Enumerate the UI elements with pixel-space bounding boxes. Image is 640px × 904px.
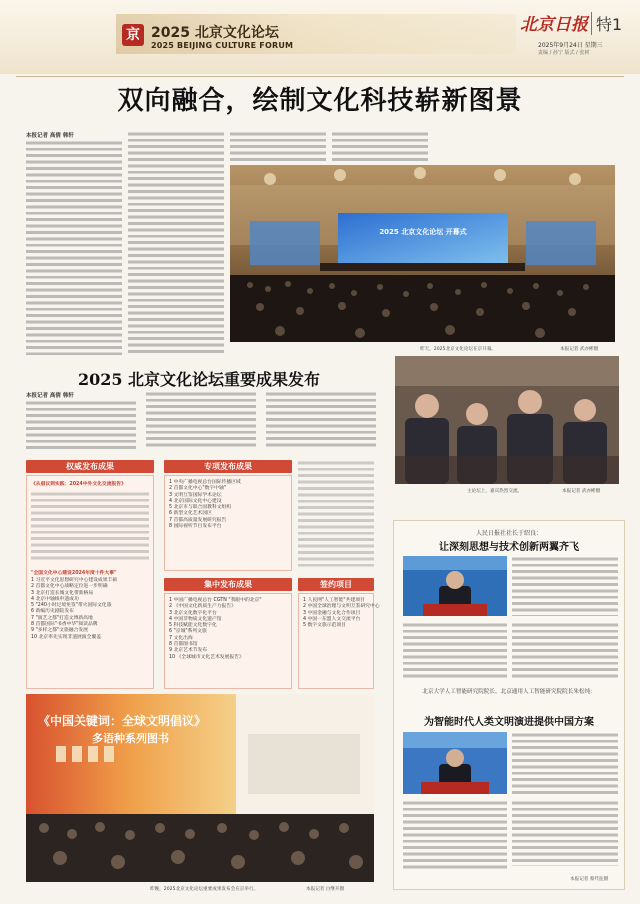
list-item: 8 国际视听节目发布平台	[169, 524, 222, 530]
list-item: 2 首都文化中心"数字中轴"	[169, 486, 226, 492]
list-item: 9 "多样之都"文旅融合发展	[31, 628, 88, 634]
masthead	[0, 0, 640, 74]
screen-banner-line1: 《中国关键词：全球文明倡议》	[38, 714, 207, 728]
lead-photo-credit: 本报记者 武亦彬摄	[560, 347, 599, 352]
authoritative-results-header: 权威发布成果	[26, 460, 154, 473]
bottom-photo-credit: 本报记者 白继开摄	[306, 887, 345, 892]
results-text-column-3	[266, 391, 376, 450]
list-item: 4 中国非物质文化遗产馆	[169, 616, 222, 622]
list-item: 10 北京率先实现非遗展演全覆盖	[31, 634, 101, 640]
newspaper-logo: 北京日报	[520, 15, 588, 35]
bottom-photo-caption: 昨晚，2025北京文化论坛重要成果发布会在京举行。	[150, 887, 259, 892]
list-item: 1 中国广播电视总台 CGTN "我眼中的北京"	[169, 598, 262, 603]
lead-photo-caption: 昨天，2025北京文化论坛在京开幕。	[420, 347, 497, 352]
editor-credits: 责编 / 孙宁 版式 / 张树	[538, 50, 590, 56]
sidebar-1-text-col-2	[512, 622, 618, 678]
cluster-results-header: 集中发布成果	[164, 578, 292, 591]
signing-projects-box	[298, 593, 380, 689]
lead-text-column-2	[128, 131, 224, 355]
list-item: 3 中国金融与文化合作项目	[303, 610, 361, 616]
list-item: 8 首都图书馆	[169, 642, 198, 648]
lead-screen-title: 2025 北京文化论坛 开幕式	[379, 228, 467, 236]
sidebar-headline-1: 让深刻思想与技术创新两翼齐飞	[439, 542, 579, 553]
list-item: 6 新型文化艺术园区	[169, 511, 212, 517]
speaker-photo-2	[403, 732, 507, 794]
results-release-photo	[26, 694, 374, 882]
list-item: 5 科技赋能文化数字化	[169, 623, 217, 629]
special-results-box	[164, 475, 292, 571]
sidebar-headline-2: 为智能时代人类文明演进提供中国方案	[424, 717, 594, 728]
list-item: 5 北京市与联合国教科文组织	[169, 505, 232, 511]
list-item: 7 "演艺之都"打造文博新高地	[31, 615, 93, 621]
list-item: 5 数字文旅示范项目	[303, 623, 346, 629]
sidebar-1-text-right	[512, 556, 618, 616]
list-item: 8 首都国际"书香中华"阅读品牌	[31, 622, 98, 628]
list-item: 6 "京城"系列文旅	[169, 629, 207, 635]
sidebar-1-text-col-1	[403, 622, 507, 678]
lead-byline: 本报记者 高倩 韩轩	[26, 133, 74, 139]
forum-logo-icon: 京	[122, 24, 144, 46]
list-item: 5 "240小时过境免签"带火国际文化旅	[31, 603, 112, 609]
section-tag: 特1	[591, 12, 622, 35]
sidebar-2-text-col-1	[403, 800, 507, 872]
report-title: 《从倡议到实践：2024中外文化交流报告》	[31, 482, 126, 487]
list-item: 2 中国全球治理与文明互鉴研究中心	[303, 604, 380, 610]
divider	[16, 76, 624, 77]
lead-text-column-1	[26, 140, 122, 355]
results-text-column-1	[26, 400, 136, 450]
signing-projects-header: 签约项目	[298, 578, 374, 591]
forum-title-en: 2025 BEIJING CULTURE FORUM	[151, 41, 294, 50]
right-photo-caption: 主论坛上，嘉宾热烈交流。	[467, 489, 523, 494]
list-item: 2 首都文化中心战略定位进一步明确	[31, 584, 108, 590]
lead-photo	[230, 165, 615, 342]
lead-text-column-3	[230, 131, 326, 161]
lead-text-column-4	[332, 131, 428, 161]
list-item: 6 新编历史剧院发布	[31, 609, 74, 615]
list-item: 1 中央广播电视总台国际传播区域	[169, 480, 241, 485]
sidebar-kicker-2: 北京大学人工智能研究院院长、北京通用人工智能研究院院长朱松纯：	[422, 689, 596, 695]
report-summary	[31, 491, 149, 563]
sidebar-byline: 本报记者 蔡代征摄	[570, 877, 609, 882]
cluster-results-box	[164, 593, 292, 689]
list-item: 2 《中国文化新质生产力报告》	[169, 604, 236, 610]
results-headline: 2025 北京文化论坛重要成果发布	[77, 370, 321, 389]
right-photo-credit: 本报记者 武亦彬摄	[562, 489, 601, 494]
sidebar-2-text-right	[512, 732, 618, 794]
list-item: 3 北京打造长城文化带新格局	[31, 590, 94, 596]
issue-date: 2025年9月24日 星期三	[538, 42, 603, 49]
list-item: 1 人民网"人工智能"共建项目	[303, 598, 365, 603]
forum-title-cn: 2025 北京文化论坛	[151, 25, 279, 41]
forum-audience-photo	[395, 356, 619, 484]
list-item: 10 《全球城市文化艺术发展报告》	[169, 654, 244, 660]
list-item: 7 首都高质量发展研究报告	[169, 517, 227, 523]
list-item: 3 北京文化数字化平台	[169, 610, 217, 616]
list-item: 7 文化出海	[169, 635, 193, 641]
special-results-continued	[298, 460, 374, 568]
list-item: 4 北京中轴线申遗成功	[31, 596, 79, 602]
list-item: 9 北京艺术节发布	[169, 648, 208, 654]
results-byline: 本报记者 高倩 韩轩	[26, 393, 74, 399]
list-item: 3 文明互鉴国际学术论坛	[169, 492, 222, 498]
list-item: 4 北京国际文化中心建设	[169, 498, 222, 504]
screen-banner-line2: 多语种系列图书	[92, 732, 169, 745]
list-item: 1 习近平文化思想研究中心建设成果丰硕	[31, 578, 118, 583]
special-results-header: 专项发布成果	[164, 460, 292, 473]
speaker-photo-1	[403, 556, 507, 616]
lead-headline: 双向融合，绘制文化科技崭新图景	[117, 86, 523, 116]
ten-events-title: "全国文化中心建设2024年度十件大事"	[31, 571, 117, 576]
results-text-column-2	[146, 391, 256, 450]
authoritative-results-box	[26, 475, 154, 689]
list-item: 4 中国一东盟人文交流平台	[303, 616, 361, 622]
sidebar-kicker-1: 人民日报社社长于绍良：	[475, 530, 542, 537]
sidebar-2-text-col-2	[512, 800, 618, 866]
